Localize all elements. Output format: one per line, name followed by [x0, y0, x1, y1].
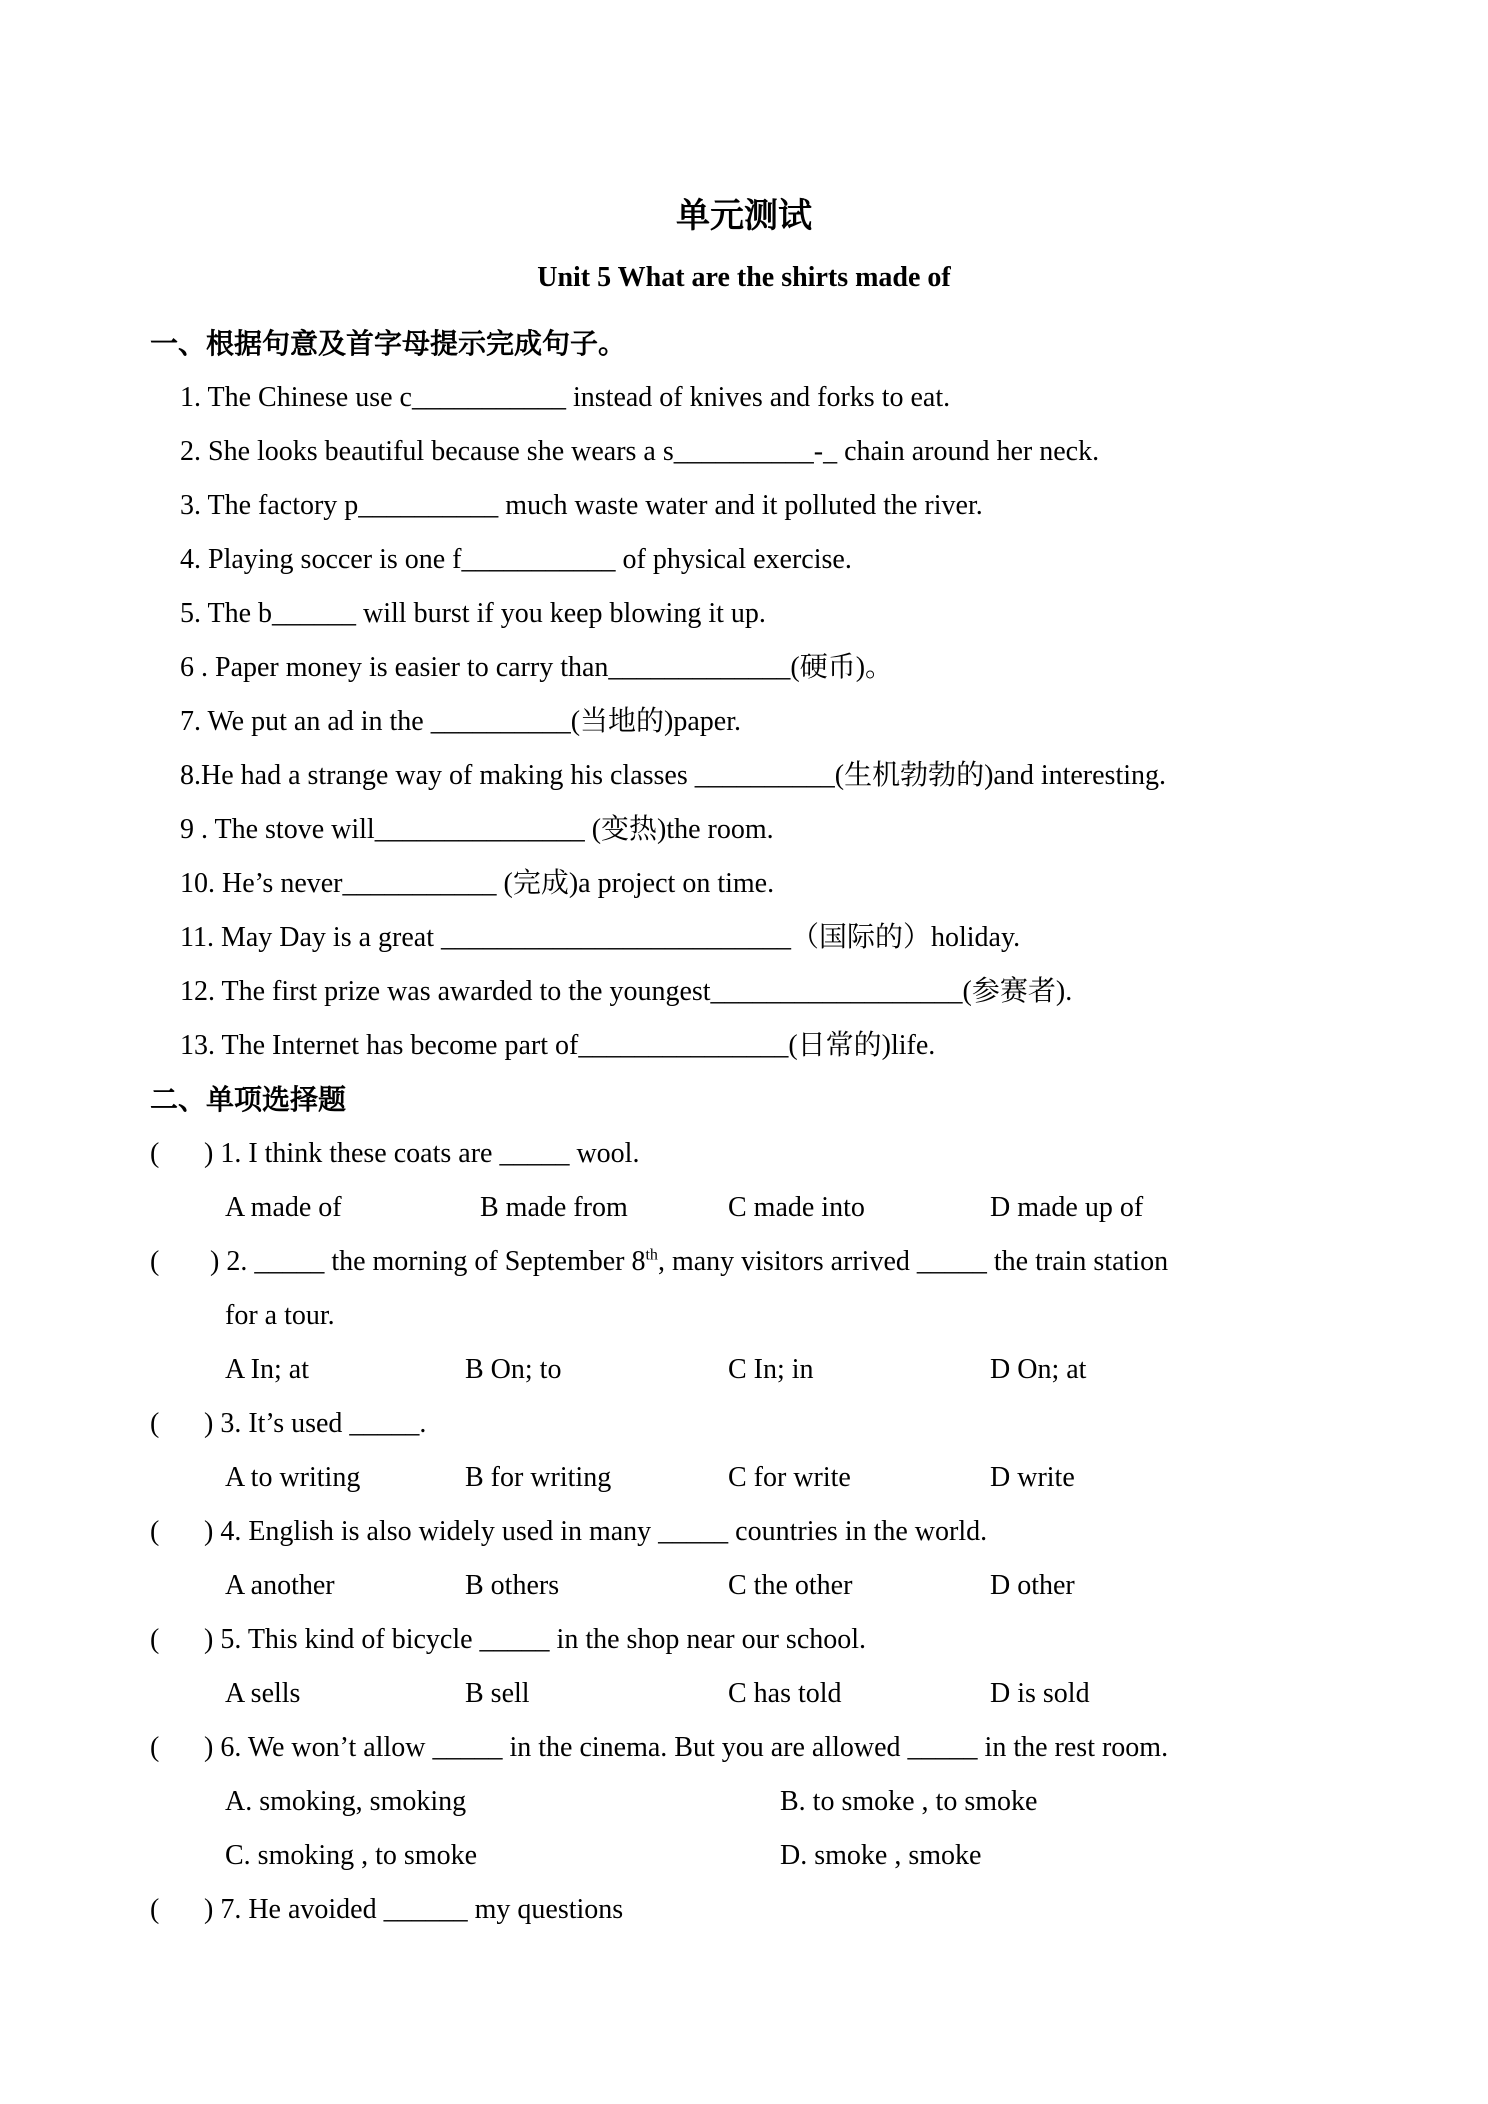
fill-item-1: 1. The Chinese use c___________ instead of knives and forks to eat.: [180, 382, 951, 413]
answer-bracket: (: [150, 1516, 160, 1547]
question-6: ) 6. We won’t allow _____ in the cinema. But you are allowed _____ in the rest room.: [204, 1732, 1169, 1763]
q4-option-a: A another: [225, 1570, 335, 1601]
q2-option-d: D On; at: [990, 1354, 1087, 1385]
question-1: ) 1. I think these coats are _____ wool.: [204, 1138, 640, 1169]
question-5: ) 5. This kind of bicycle _____ in the shop near our school.: [204, 1624, 867, 1655]
q3-option-c: C for write: [728, 1462, 851, 1493]
q3-option-b: B for writing: [465, 1462, 612, 1493]
fill-item-12: 12. The first prize was awarded to the youngest__________________(参赛者).: [180, 976, 1073, 1007]
fill-item-10: 10. He’s never___________ (完成)a project on time.: [180, 868, 775, 899]
question-2-continued: for a tour.: [225, 1300, 335, 1331]
section1-heading: 一、根据句意及首字母提示完成句子。: [150, 327, 627, 360]
answer-bracket: (: [150, 1894, 160, 1925]
fill-item-13: 13. The Internet has become part of_______________(日常的)life.: [180, 1030, 936, 1061]
q4-option-c: C the other: [728, 1570, 853, 1601]
q6-option-b: B. to smoke , to smoke: [780, 1786, 1038, 1817]
q1-option-b: B made from: [480, 1192, 628, 1223]
answer-bracket: (: [150, 1624, 160, 1655]
question-2-text: ) 2. _____ the morning of September 8: [210, 1246, 646, 1277]
fill-item-7: 7. We put an ad in the __________(当地的)paper.: [180, 706, 742, 737]
fill-item-9: 9 . The stove will_______________ (变热)the room.: [180, 814, 774, 845]
q3-option-a: A to writing: [225, 1462, 361, 1493]
q4-option-d: D other: [990, 1570, 1075, 1601]
q6-option-c: C. smoking , to smoke: [225, 1840, 478, 1871]
fill-item-4: 4. Playing soccer is one f___________ of physical exercise.: [180, 544, 852, 575]
q2-option-c: C In; in: [728, 1354, 814, 1385]
page-subtitle: Unit 5 What are the shirts made of: [537, 262, 951, 293]
q2-option-a: A In; at: [225, 1354, 309, 1385]
fill-item-11: 11. May Day is a great _________________________（国际的）holiday.: [180, 922, 1021, 953]
q1-option-d: D made up of: [990, 1192, 1144, 1223]
q1-option-c: C made into: [728, 1192, 865, 1223]
question-4: ) 4. English is also widely used in many _____ countries in the world.: [204, 1516, 988, 1547]
answer-bracket: (: [150, 1408, 160, 1439]
q1-option-a: A made of: [225, 1192, 342, 1223]
fill-item-2: 2. She looks beautiful because she wears a s__________-_ chain around her neck.: [180, 436, 1100, 467]
section2-heading: 二、单项选择题: [150, 1083, 347, 1116]
fill-item-8: 8.He had a strange way of making his classes __________(生机勃勃的)and interesting.: [180, 760, 1167, 791]
fill-item-5: 5. The b______ will burst if you keep blowing it up.: [180, 598, 766, 629]
q5-option-a: A sells: [225, 1678, 301, 1709]
q6-option-d: D. smoke , smoke: [780, 1840, 982, 1871]
q5-option-c: C has told: [728, 1678, 842, 1709]
question-2-text-end: , many visitors arrived _____ the train station: [657, 1246, 1169, 1277]
question-3: ) 3. It’s used _____.: [204, 1408, 427, 1439]
answer-bracket: (: [150, 1246, 160, 1277]
q5-option-d: D is sold: [990, 1678, 1090, 1709]
q4-option-b: B others: [465, 1570, 560, 1601]
answer-bracket: (: [150, 1732, 160, 1763]
q6-option-a: A. smoking, smoking: [225, 1786, 467, 1817]
question-2: [210, 1242, 1270, 1282]
fill-item-6: 6 . Paper money is easier to carry than_____________(硬币)。: [180, 652, 894, 683]
q3-option-d: D write: [990, 1462, 1075, 1493]
ordinal-suffix: th: [645, 1246, 658, 1264]
fill-item-3: 3. The factory p__________ much waste water and it polluted the river.: [180, 490, 983, 521]
q5-option-b: B sell: [465, 1678, 530, 1709]
question-7: ) 7. He avoided ______ my questions: [204, 1894, 624, 1925]
q2-option-b: B On; to: [465, 1354, 562, 1385]
answer-bracket: (: [150, 1138, 160, 1169]
page-title: 单元测试: [676, 196, 812, 236]
